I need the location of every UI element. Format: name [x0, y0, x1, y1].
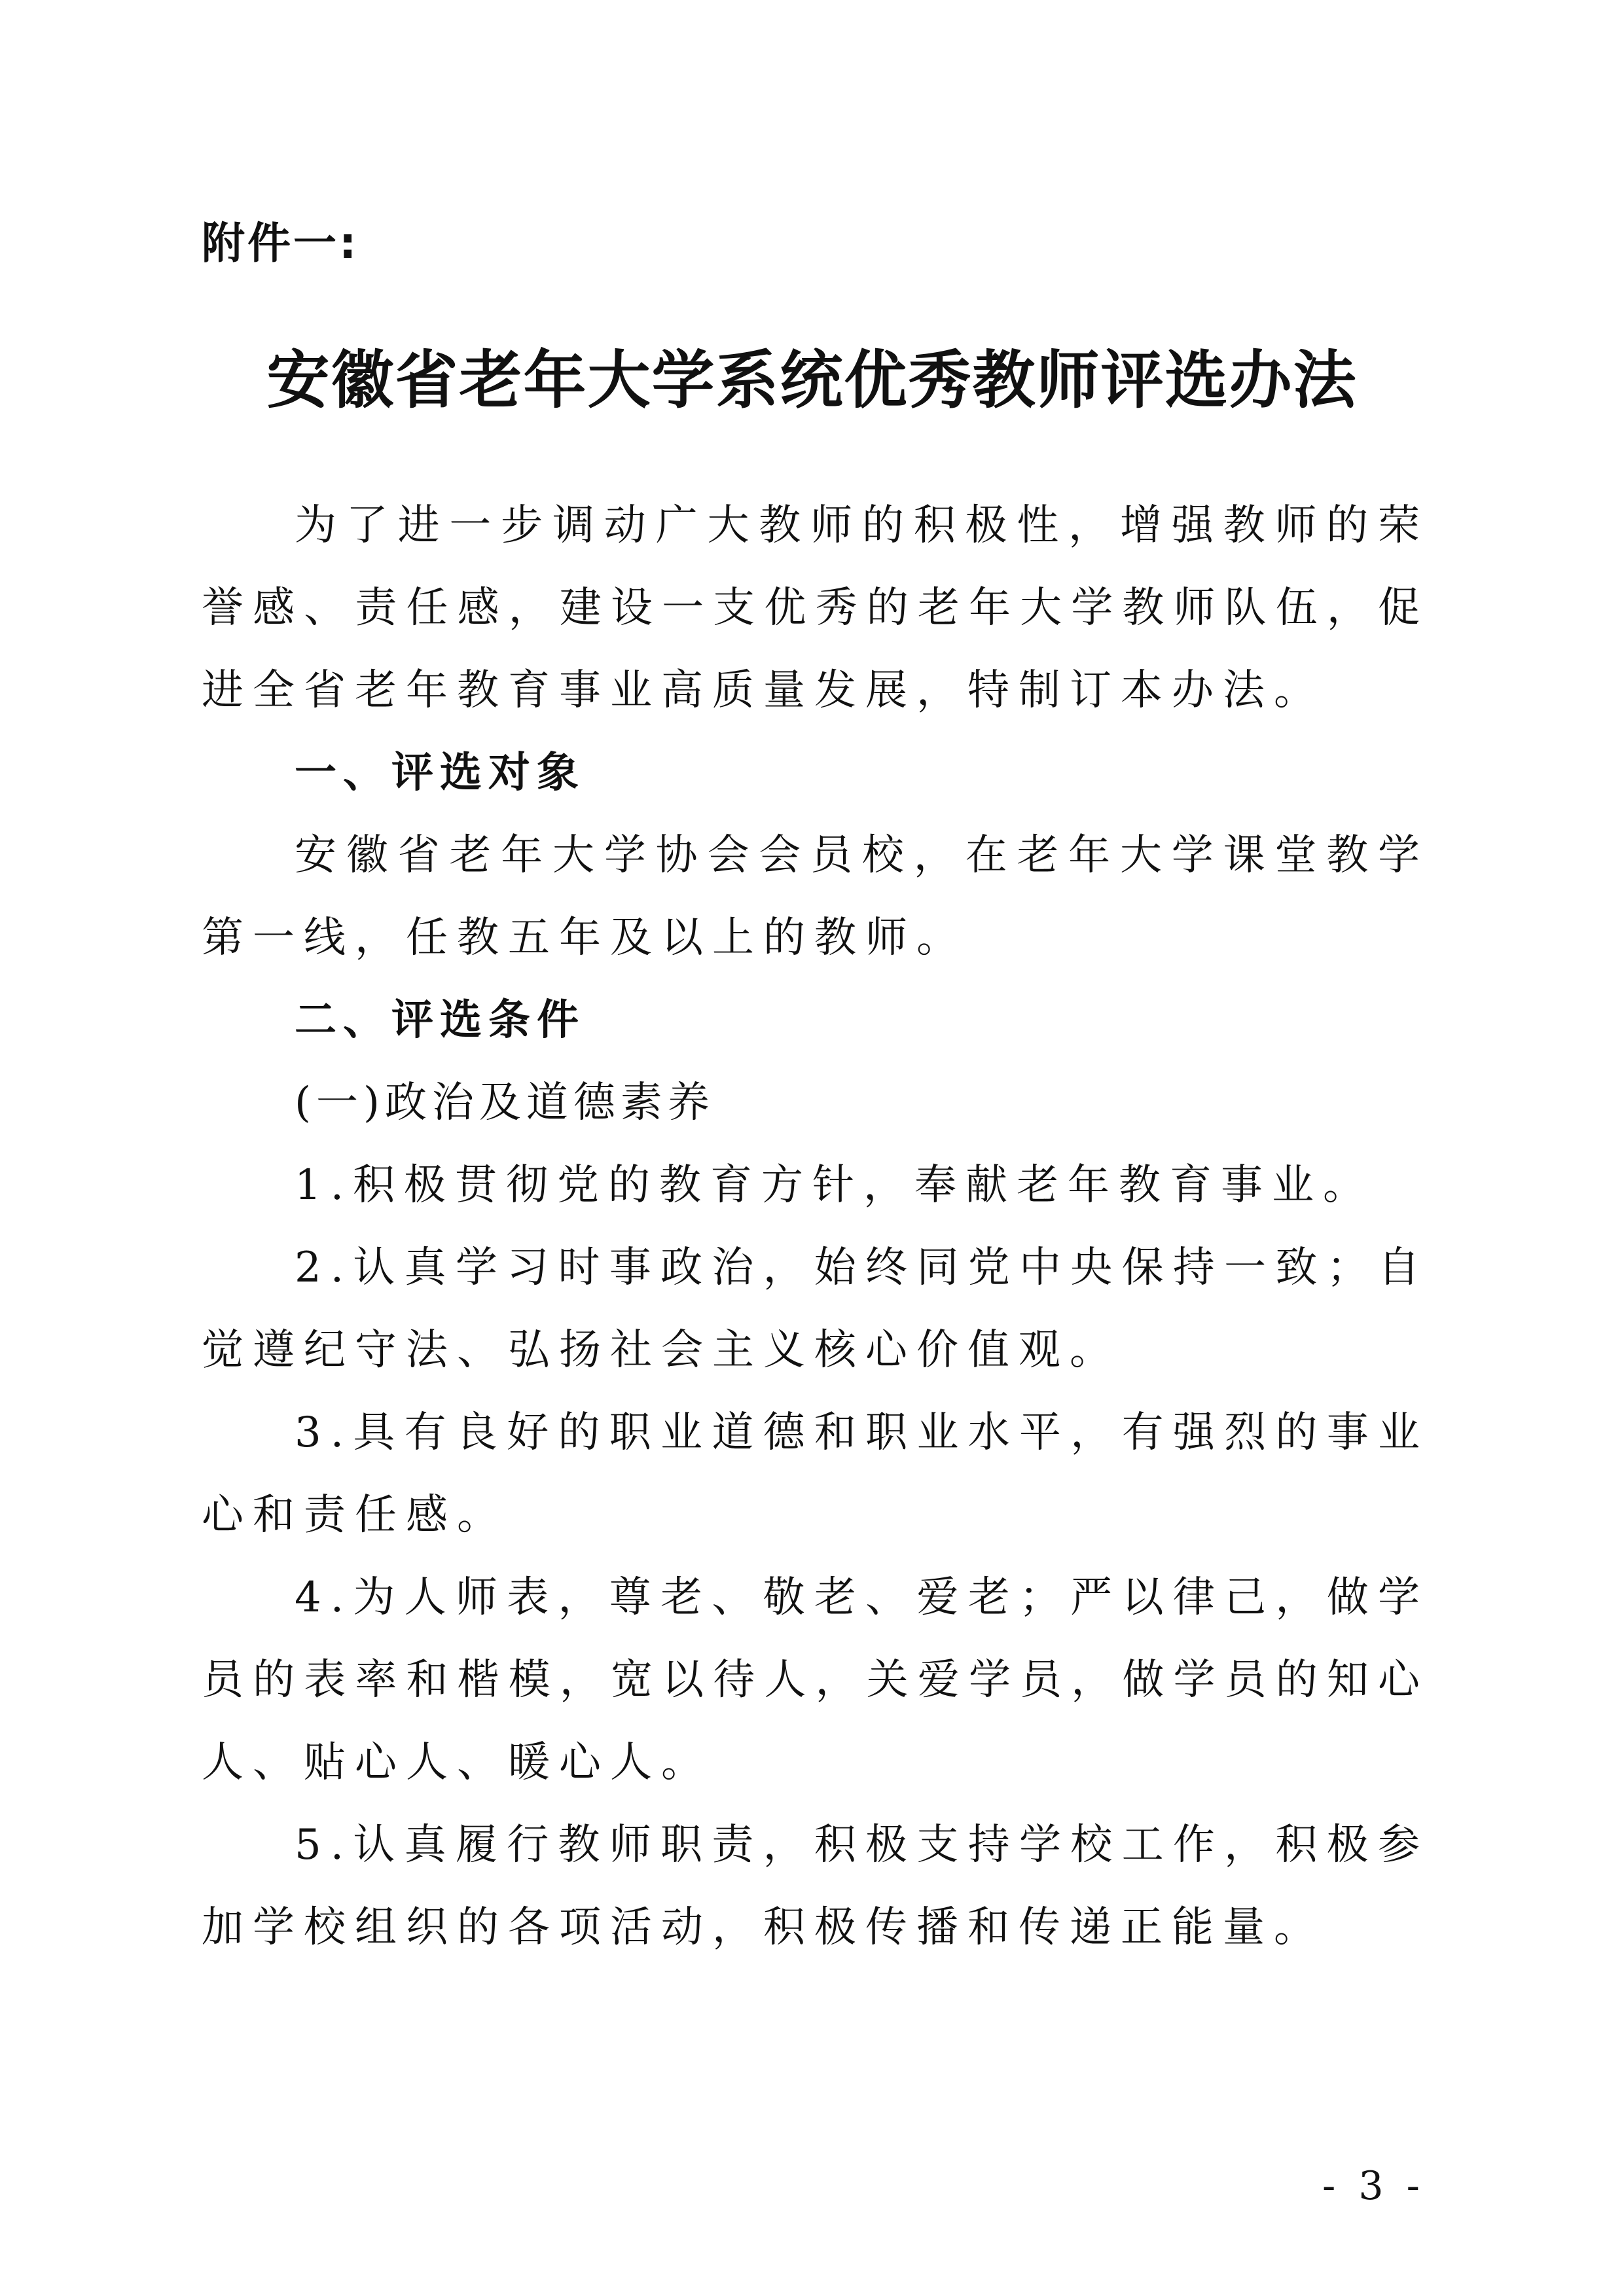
- attachment-label: 附件一:: [202, 218, 359, 268]
- list-item: 5.认真履行教师职责，积极支持学校工作，积极参加学校组织的各项活动，积极传播和传递正能量。: [202, 1821, 1429, 1952]
- list-item: 3.具有良好的职业道德和职业水平，有强烈的事业心和责任感。: [202, 1408, 1429, 1539]
- list-item: 2.认真学习时事政治，始终同党中央保持一致；自觉遵纪守法、弘扬社会主义核心价值观。: [202, 1244, 1429, 1374]
- document-title: 安徽省老年大学系统优秀教师评选办法: [266, 343, 1358, 417]
- section-heading-1: 一、评选对象: [295, 749, 585, 797]
- subsection-heading: (一)政治及道德素养: [295, 1079, 715, 1127]
- section-1-paragraph: 安徽省老年大学协会会员校，在老年大学课堂教学第一线，任教五年及以上的教师。: [202, 831, 1429, 962]
- page-number: - 3 -: [1322, 2163, 1425, 2209]
- document-body: [202, 484, 1429, 1969]
- section-heading-2: 二、评选条件: [295, 996, 585, 1045]
- list-item: 4.为人师表，尊老、敬老、爱老；严以律己，做学员的表率和楷模，宽以待人，关爱学员，做学员的知心人、贴心人、暖心人。: [202, 1573, 1429, 1787]
- list-item: 1.积极贯彻党的教育方针，奉献老年教育事业。: [295, 1161, 1375, 1210]
- intro-paragraph: 为了进一步调动广大教师的积极性，增强教师的荣誉感、责任感，建设一支优秀的老年大学教师队伍，促进全省老年教育事业高质量发展，特制订本办法。: [202, 501, 1429, 715]
